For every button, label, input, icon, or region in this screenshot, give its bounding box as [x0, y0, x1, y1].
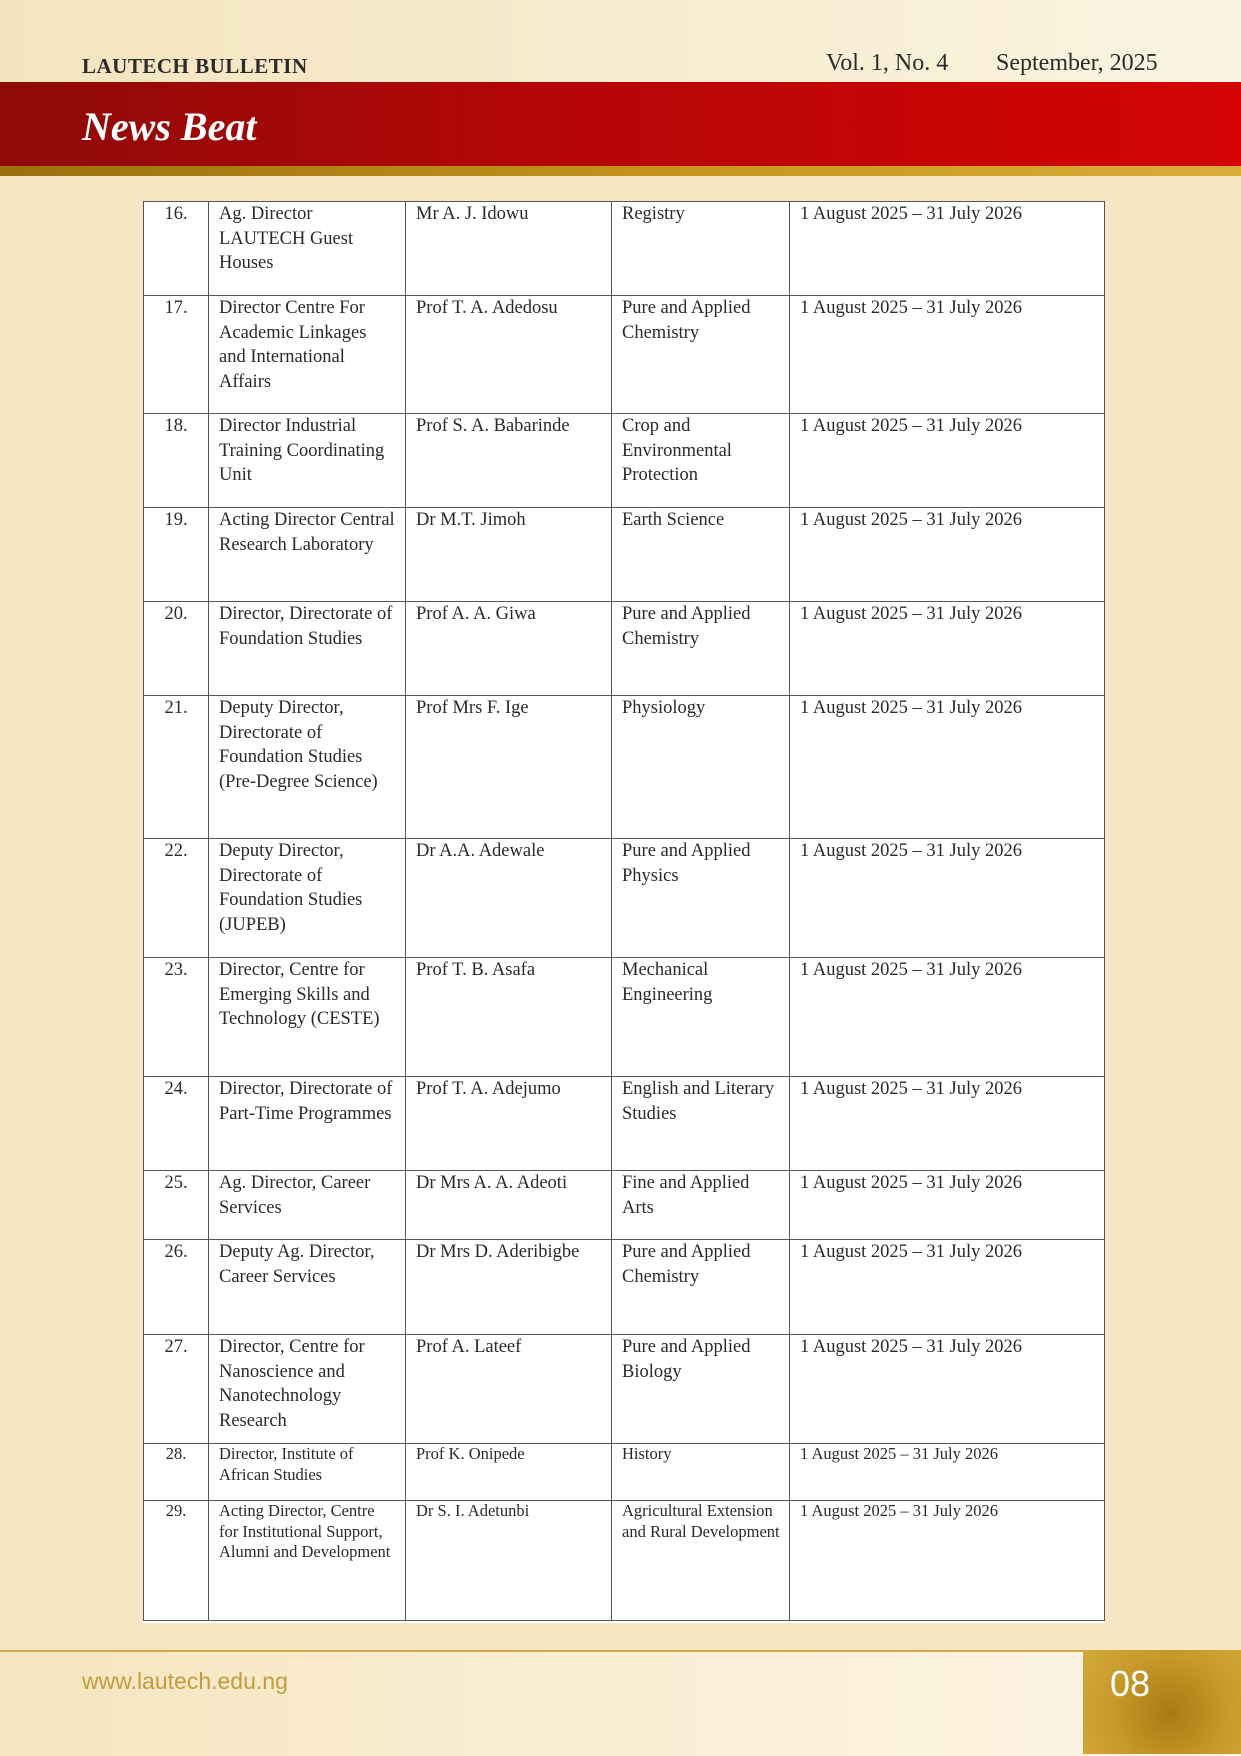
department-cell: Pure and Applied Physics: [612, 839, 790, 958]
row-number: 17.: [144, 296, 209, 414]
section-title: News Beat: [82, 104, 257, 149]
position-cell: Ag. Director, Career Services: [209, 1171, 406, 1240]
tenure-cell: 1 August 2025 – 31 July 2026: [790, 1171, 1105, 1240]
issue-date: September, 2025: [996, 50, 1158, 76]
tenure-cell: 1 August 2025 – 31 July 2026: [790, 1335, 1105, 1444]
row-number: 28.: [144, 1444, 209, 1501]
row-number: 20.: [144, 602, 209, 696]
table-row: [144, 839, 1105, 958]
tenure-cell: 1 August 2025 – 31 July 2026: [790, 1444, 1105, 1501]
position-cell: Deputy Director, Directorate of Foundation Studies (Pre-Degree Science): [209, 696, 406, 839]
department-cell: Pure and Applied Chemistry: [612, 1240, 790, 1335]
table-row: [144, 1444, 1105, 1501]
row-number: 18.: [144, 414, 209, 508]
table-row: [144, 1240, 1105, 1335]
tenure-cell: 1 August 2025 – 31 July 2026: [790, 1240, 1105, 1335]
name-cell: Prof A. A. Giwa: [406, 602, 612, 696]
table-row: [144, 296, 1105, 414]
position-cell: Director, Directorate of Foundation Studies: [209, 602, 406, 696]
name-cell: Dr S. I. Adetunbi: [406, 1501, 612, 1621]
table-row: [144, 1501, 1105, 1621]
table-row: [144, 1077, 1105, 1171]
position-cell: Director, Institute of African Studies: [209, 1444, 406, 1501]
department-cell: Crop and Environmental Protection: [612, 414, 790, 508]
tenure-cell: 1 August 2025 – 31 July 2026: [790, 839, 1105, 958]
name-cell: Dr Mrs A. A. Adeoti: [406, 1171, 612, 1240]
row-number: 26.: [144, 1240, 209, 1335]
position-cell: Acting Director, Centre for Institutional Support, Alumni and Development: [209, 1501, 406, 1621]
department-cell: Registry: [612, 202, 790, 296]
publication-name: LAUTECH BULLETIN: [82, 54, 308, 78]
tenure-cell: 1 August 2025 – 31 July 2026: [790, 508, 1105, 602]
table-row: [144, 696, 1105, 839]
table-row: [144, 958, 1105, 1077]
table-row: [144, 1171, 1105, 1240]
table-row: [144, 508, 1105, 602]
row-number: 24.: [144, 1077, 209, 1171]
row-number: 27.: [144, 1335, 209, 1444]
position-cell: Deputy Director, Directorate of Foundation Studies (JUPEB): [209, 839, 406, 958]
appointments-table: [143, 201, 1104, 1623]
position-cell: Acting Director Central Research Laboratory: [209, 508, 406, 602]
footer-bar: [0, 1650, 1241, 1756]
name-cell: Prof T. B. Asafa: [406, 958, 612, 1077]
row-number: 16.: [144, 202, 209, 296]
tenure-cell: 1 August 2025 – 31 July 2026: [790, 1077, 1105, 1171]
tenure-cell: 1 August 2025 – 31 July 2026: [790, 958, 1105, 1077]
table-row: [144, 1335, 1105, 1444]
tenure-cell: 1 August 2025 – 31 July 2026: [790, 1501, 1105, 1621]
position-cell: Director, Centre for Nanoscience and Nanotechnology Research: [209, 1335, 406, 1444]
department-cell: Pure and Applied Biology: [612, 1335, 790, 1444]
tenure-cell: 1 August 2025 – 31 July 2026: [790, 296, 1105, 414]
page-number-box: [1083, 1650, 1241, 1754]
name-cell: Prof Mrs F. Ige: [406, 696, 612, 839]
department-cell: Fine and Applied Arts: [612, 1171, 790, 1240]
name-cell: Prof S. A. Babarinde: [406, 414, 612, 508]
position-cell: Ag. Director LAUTECH Guest Houses: [209, 202, 406, 296]
department-cell: Pure and Applied Chemistry: [612, 602, 790, 696]
name-cell: Dr A.A. Adewale: [406, 839, 612, 958]
table-row: [144, 202, 1105, 296]
page-number: 08: [1110, 1663, 1151, 1704]
department-cell: English and Literary Studies: [612, 1077, 790, 1171]
name-cell: Dr Mrs D. Aderibigbe: [406, 1240, 612, 1335]
row-number: 19.: [144, 508, 209, 602]
position-cell: Director Industrial Training Coordinating Unit: [209, 414, 406, 508]
row-number: 25.: [144, 1171, 209, 1240]
name-cell: Dr M.T. Jimoh: [406, 508, 612, 602]
department-cell: Pure and Applied Chemistry: [612, 296, 790, 414]
name-cell: Prof T. A. Adedosu: [406, 296, 612, 414]
position-cell: Director, Centre for Emerging Skills and Technology (CESTE): [209, 958, 406, 1077]
table-row: [144, 602, 1105, 696]
name-cell: Mr A. J. Idowu: [406, 202, 612, 296]
tenure-cell: 1 August 2025 – 31 July 2026: [790, 414, 1105, 508]
position-cell: Director Centre For Academic Linkages and International Affairs: [209, 296, 406, 414]
department-cell: Agricultural Extension and Rural Development: [612, 1501, 790, 1621]
row-number: 22.: [144, 839, 209, 958]
department-cell: Earth Science: [612, 508, 790, 602]
banner-gold-rule: [0, 166, 1241, 176]
issue-number: Vol. 1, No. 4: [826, 50, 949, 76]
tenure-cell: 1 August 2025 – 31 July 2026: [790, 202, 1105, 296]
position-cell: Director, Directorate of Part-Time Programmes: [209, 1077, 406, 1171]
table-row: [144, 414, 1105, 508]
department-cell: History: [612, 1444, 790, 1501]
row-number: 21.: [144, 696, 209, 839]
name-cell: Prof A. Lateef: [406, 1335, 612, 1444]
position-cell: Deputy Ag. Director, Career Services: [209, 1240, 406, 1335]
tenure-cell: 1 August 2025 – 31 July 2026: [790, 602, 1105, 696]
department-cell: Mechanical Engineering: [612, 958, 790, 1077]
tenure-cell: 1 August 2025 – 31 July 2026: [790, 696, 1105, 839]
name-cell: Prof K. Onipede: [406, 1444, 612, 1501]
row-number: 23.: [144, 958, 209, 1077]
website-link[interactable]: www.lautech.edu.ng: [82, 1668, 288, 1694]
department-cell: Physiology: [612, 696, 790, 839]
name-cell: Prof T. A. Adejumo: [406, 1077, 612, 1171]
row-number: 29.: [144, 1501, 209, 1621]
